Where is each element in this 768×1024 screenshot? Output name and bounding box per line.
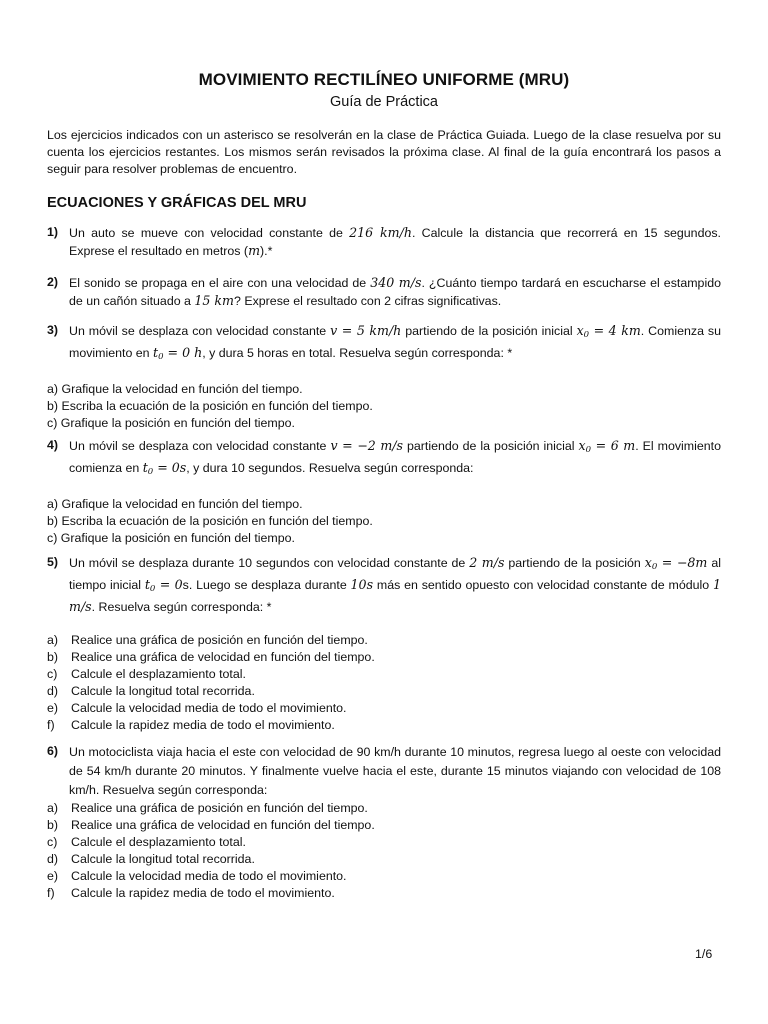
exercise-text: Un móvil se desplaza con velocidad constante v = −2 m/s partiendo de la posición inicial $x_0 = 6$ m. El movimiento comienza en $t_0 = 0s$, y dura 10 segundos. Resuelva según corresponda: bbox=[69, 438, 721, 477]
list-item: b) Realice una gráfica de velocidad en función del tiempo. bbox=[47, 650, 375, 664]
list-item: d) Calcule la longitud total recorrida. bbox=[47, 684, 255, 698]
list-item: a) Grafique la velocidad en función del tiempo. bbox=[47, 497, 303, 511]
exercise-number: 2) bbox=[47, 275, 59, 289]
exercise-items bbox=[25, 800, 721, 902]
math-expression: 1 m/s bbox=[69, 577, 721, 614]
list-item: c) Grafique la posición en función del tiempo. bbox=[47, 416, 295, 430]
list-item: b) Realice una gráfica de velocidad en función del tiempo. bbox=[47, 818, 375, 832]
exercise-5 bbox=[47, 554, 721, 734]
exercise-6 bbox=[47, 743, 721, 902]
page-subtitle: Guía de Práctica bbox=[330, 94, 438, 110]
list-item: b) Escriba la ecuación de la posición en función del tiempo. bbox=[47, 514, 373, 528]
exercise-number: 5) bbox=[47, 555, 59, 569]
list-item: f) Calcule la rapidez media de todo el movimiento. bbox=[47, 886, 335, 900]
list-item: c) Calcule el desplazamiento total. bbox=[47, 667, 246, 681]
math-expression: 2 m/s bbox=[469, 555, 505, 570]
math-expression: v = −2 m/s bbox=[330, 438, 403, 453]
section-heading: ECUACIONES Y GRÁFICAS DEL MRU bbox=[47, 195, 307, 211]
math-expression: $t_0 = 0s$ bbox=[142, 460, 187, 477]
exercise-number: 1) bbox=[47, 225, 59, 239]
math-expression: 10s bbox=[350, 577, 374, 592]
math-expression: m bbox=[248, 243, 261, 258]
list-item: b) Escriba la ecuación de la posición en función del tiempo. bbox=[47, 399, 373, 413]
page-title: MOVIMIENTO RECTILÍNEO UNIFORME (MRU) bbox=[198, 70, 570, 89]
math-expression: 15 km bbox=[194, 293, 234, 308]
exercise-2 bbox=[47, 274, 721, 310]
exercise-items bbox=[25, 632, 721, 734]
list-item: e) Calcule la velocidad media de todo el movimiento. bbox=[47, 869, 347, 883]
list-item: e) Calcule la velocidad media de todo el movimiento. bbox=[47, 701, 347, 715]
exercise-number: 3) bbox=[47, 323, 59, 337]
exercise-items bbox=[47, 381, 721, 432]
list-item: d) Calcule la longitud total recorrida. bbox=[47, 852, 255, 866]
exercise-text: Un móvil se desplaza durante 10 segundos con velocidad constante de 2 m/s partiendo de la posición $x_0 = -8m$ al tiempo inicial $t_0 = 0s$. Luego se desplaza durante 10s más en sentido opuesto con velocidad constante de módulo 1 m/s. Resuelva según corresponda: * bbox=[69, 555, 721, 614]
math-expression: $t_0 = 0$ bbox=[144, 577, 183, 594]
math-expression: $t_0 = 0$ h bbox=[153, 345, 203, 362]
exercise-text: Un motociclista viaja hacia el este con velocidad de 90 km/h durante 10 minutos, regresa luego al oeste con velocidad de 54 km/h durante 20 minutos. Y finalmente vuelve hacia el este, durante 15 minutos viajando con velocidad de 108 km/h. Resuelva según corresponda: bbox=[69, 745, 721, 797]
math-expression: 340 m/s bbox=[370, 275, 422, 290]
page-number: 1/6 bbox=[695, 947, 713, 961]
list-item: a) Realice una gráfica de posición en función del tiempo. bbox=[47, 633, 368, 647]
list-item: a) Realice una gráfica de posición en función del tiempo. bbox=[47, 801, 368, 815]
list-item: f) Calcule la rapidez media de todo el movimiento. bbox=[47, 718, 335, 732]
exercise-text: Un auto se mueve con velocidad constante de 216 km/h. Calcule la distancia que recorrerá en 15 segundos. Exprese el resultado en metros (m).* bbox=[69, 225, 721, 258]
math-expression: $x_0 = -8m$ bbox=[644, 555, 708, 572]
exercise-number: 4) bbox=[47, 438, 59, 452]
list-item: a) Grafique la velocidad en función del tiempo. bbox=[47, 382, 303, 396]
exercise-items bbox=[47, 496, 721, 547]
list-item: c) Calcule el desplazamiento total. bbox=[47, 835, 246, 849]
list-item: c) Grafique la posición en función del tiempo. bbox=[47, 531, 295, 545]
exercise-1 bbox=[47, 224, 721, 260]
math-expression: $x_0 = 4$ km bbox=[576, 323, 641, 340]
math-expression: $x_0 = 6$ m bbox=[578, 438, 636, 455]
exercise-text: El sonido se propaga en el aire con una velocidad de 340 m/s. ¿Cuánto tiempo tardará en escucharse el estampido de un cañón situado a 15 km? Exprese el resultado con 2 cifras significativas. bbox=[69, 275, 721, 308]
intro-paragraph: Los ejercicios indicados con un asterisco se resolverán en la clase de Práctica Guiada. Luego de la clase resuelva por su cuenta los ejercicios restantes. Los mismos serán revisados la próxima clase. Al final de la guía encontrará los pasos a seguir para resolver problemas de encuentro. bbox=[47, 128, 721, 176]
exercise-text: Un móvil se desplaza con velocidad constante v = 5 km/h partiendo de la posición inicial $x_0 = 4$ km. Comienza su movimiento en $t_0 = 0$ h, y dura 5 horas en total. Resuelva según corresponda: * bbox=[69, 323, 721, 362]
exercise-3 bbox=[47, 322, 721, 432]
exercise-4 bbox=[47, 437, 721, 547]
exercise-number: 6) bbox=[47, 744, 59, 758]
math-expression: 216 km/h bbox=[349, 225, 412, 240]
math-expression: v = 5 km/h bbox=[330, 323, 402, 338]
